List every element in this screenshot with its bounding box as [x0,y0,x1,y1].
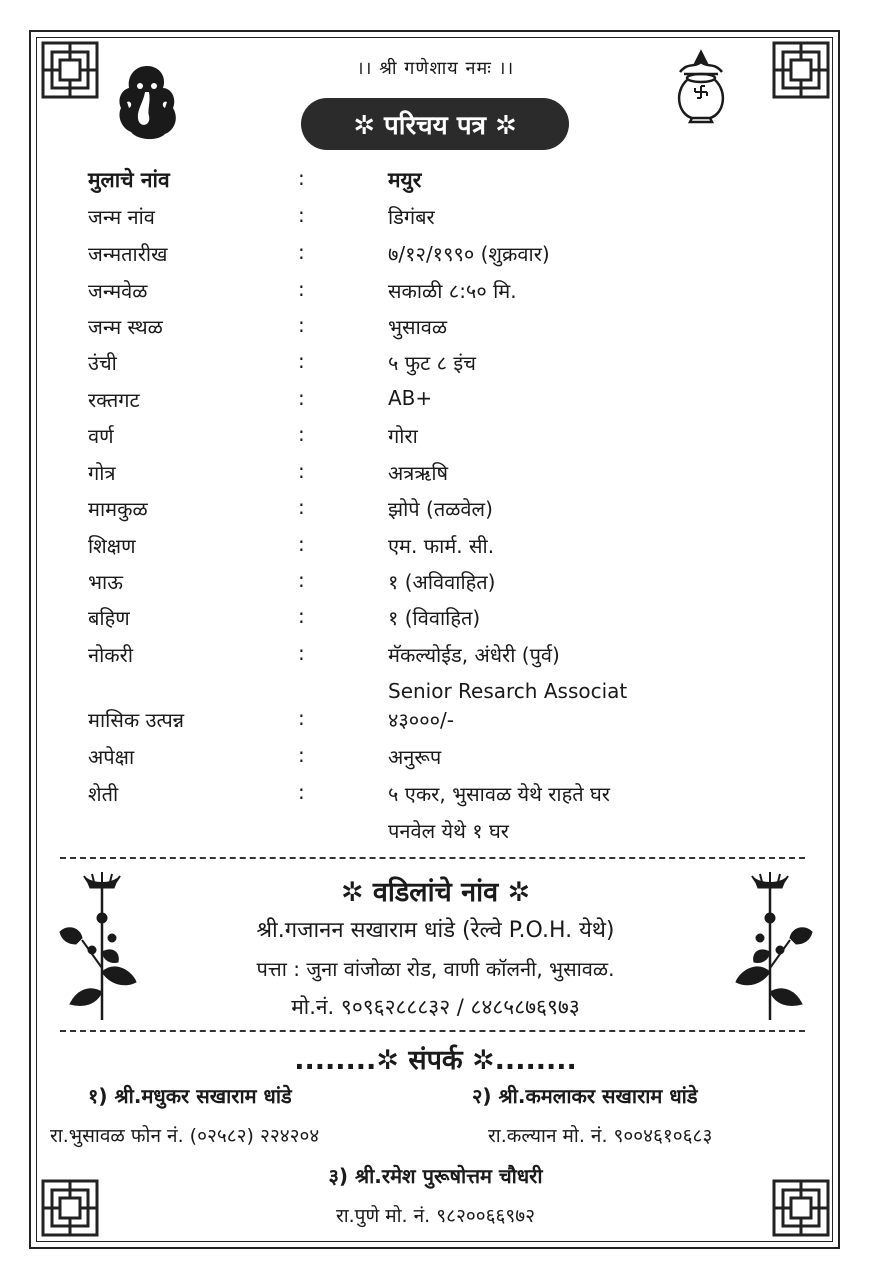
detail-label: जन्म स्थळ [88,315,163,339]
detail-row [88,386,788,420]
detail-separator: : [298,641,305,665]
detail-value: ५ फुट ८ इंच [388,351,476,375]
detail-separator: : [298,495,305,519]
detail-separator: : [298,277,305,301]
page-title: ✲ परिचय पत्र ✲ [301,98,569,150]
detail-label: गोत्र [88,461,116,485]
detail-value: एम. फार्म. सी. [388,534,495,558]
contact-2-name: २) श्री.कमलाकर सखाराम धांडे [472,1084,698,1108]
detail-separator: : [298,743,305,767]
detail-row [88,743,788,777]
detail-separator: : [298,532,305,556]
detail-value: मॅकल्योईड, अंधेरी (पुर्व) [388,643,560,667]
detail-row [88,706,788,740]
detail-separator: : [298,780,305,804]
detail-separator: : [298,203,305,227]
detail-row [88,641,788,675]
invocation-text: ।। श्री गणेशाय नमः ।। [356,58,515,79]
detail-row [88,780,788,814]
detail-row [88,422,788,456]
detail-row [88,349,788,383]
detail-separator: : [298,706,305,730]
father-name: श्री.गजानन सखाराम धांडे (रेल्वे P.O.H. येथे) [256,918,615,943]
farm-house-line: पनवेल येथे १ घर [388,819,509,843]
detail-value: गोरा [388,424,418,448]
detail-label: नोकरी [88,643,133,667]
detail-label: अपेक्षा [88,745,135,769]
detail-label: जन्म नांव [88,205,155,229]
detail-label: जन्मतारीख [88,242,168,266]
detail-separator: : [298,459,305,483]
detail-row [88,277,788,311]
detail-label: मामकुळ [88,497,148,521]
detail-value: अनुरूप [388,745,442,769]
detail-separator: : [298,568,305,592]
father-address: पत्ता : जुना वांजोळा रोड, वाणी कॉलनी, भुसावळ. [256,957,615,981]
detail-value: मयुर [388,168,422,192]
detail-value: अत्रऋषि [388,461,449,485]
detail-separator: : [298,604,305,628]
contact-1-name: १) श्री.मधुकर सखाराम धांडे [88,1084,292,1108]
divider [60,857,805,859]
contact-3-info: रा.पुणे मो. नं. ९८२००६६९७२ [335,1205,536,1227]
detail-label: मुलाचे नांव [88,168,170,192]
detail-label: जन्मवेळ [88,279,148,303]
father-phone: मो.नं. ९०९६२८८८३२ / ८४८५८७६९७३ [291,995,580,1019]
detail-label: रक्तगट [88,388,140,412]
father-heading: ✲ वडिलांचे नांव ✲ [340,877,531,908]
detail-label: उंची [88,351,117,375]
detail-value: १ (अविवाहित) [388,570,496,594]
detail-value: AB+ [388,386,433,410]
detail-label: शेती [88,782,119,806]
detail-value: ७/१२/१९९० (शुक्रवार) [388,242,550,266]
detail-separator: : [298,422,305,446]
detail-label: वर्ण [88,424,114,448]
detail-label: शिक्षण [88,534,136,558]
detail-separator: : [298,349,305,373]
detail-row [88,495,788,529]
contact-heading: ........✲ संपर्क ✲........ [294,1045,577,1076]
detail-row [88,459,788,493]
contact-3-name: ३) श्री.रमेश पुरूषोत्तम चौधरी [328,1164,543,1188]
divider [60,1030,805,1032]
detail-value: भुसावळ [388,315,448,339]
detail-label: मासिक उत्पन्न [88,708,185,732]
contact-1-info: रा.भुसावळ फोन नं. (०२५८२) २२४२०४ [50,1125,320,1147]
detail-row [88,568,788,602]
detail-label: भाऊ [88,570,123,594]
detail-row [88,604,788,638]
detail-separator: : [298,313,305,337]
detail-label: बहिण [88,606,130,630]
detail-separator: : [298,166,305,190]
detail-row [88,240,788,274]
detail-value: डिगंबर [388,205,435,229]
detail-row [88,532,788,566]
detail-row [88,166,788,200]
detail-value: ४३०००/- [388,708,454,732]
detail-value: झोपे (तळवेल) [388,497,493,521]
contact-2-info: रा.कल्यान मो. नं. ९००४६१०६८३ [488,1125,713,1147]
detail-value: ५ एकर, भुसावळ येथे राहते घर [388,782,610,806]
detail-value: सकाळी ८:५० मि. [388,279,517,303]
job-title-line: Senior Resarch Associat [388,679,628,703]
detail-row [88,313,788,347]
detail-separator: : [298,386,305,410]
detail-value: १ (विवाहित) [388,606,481,630]
detail-row [88,203,788,237]
detail-separator: : [298,240,305,264]
